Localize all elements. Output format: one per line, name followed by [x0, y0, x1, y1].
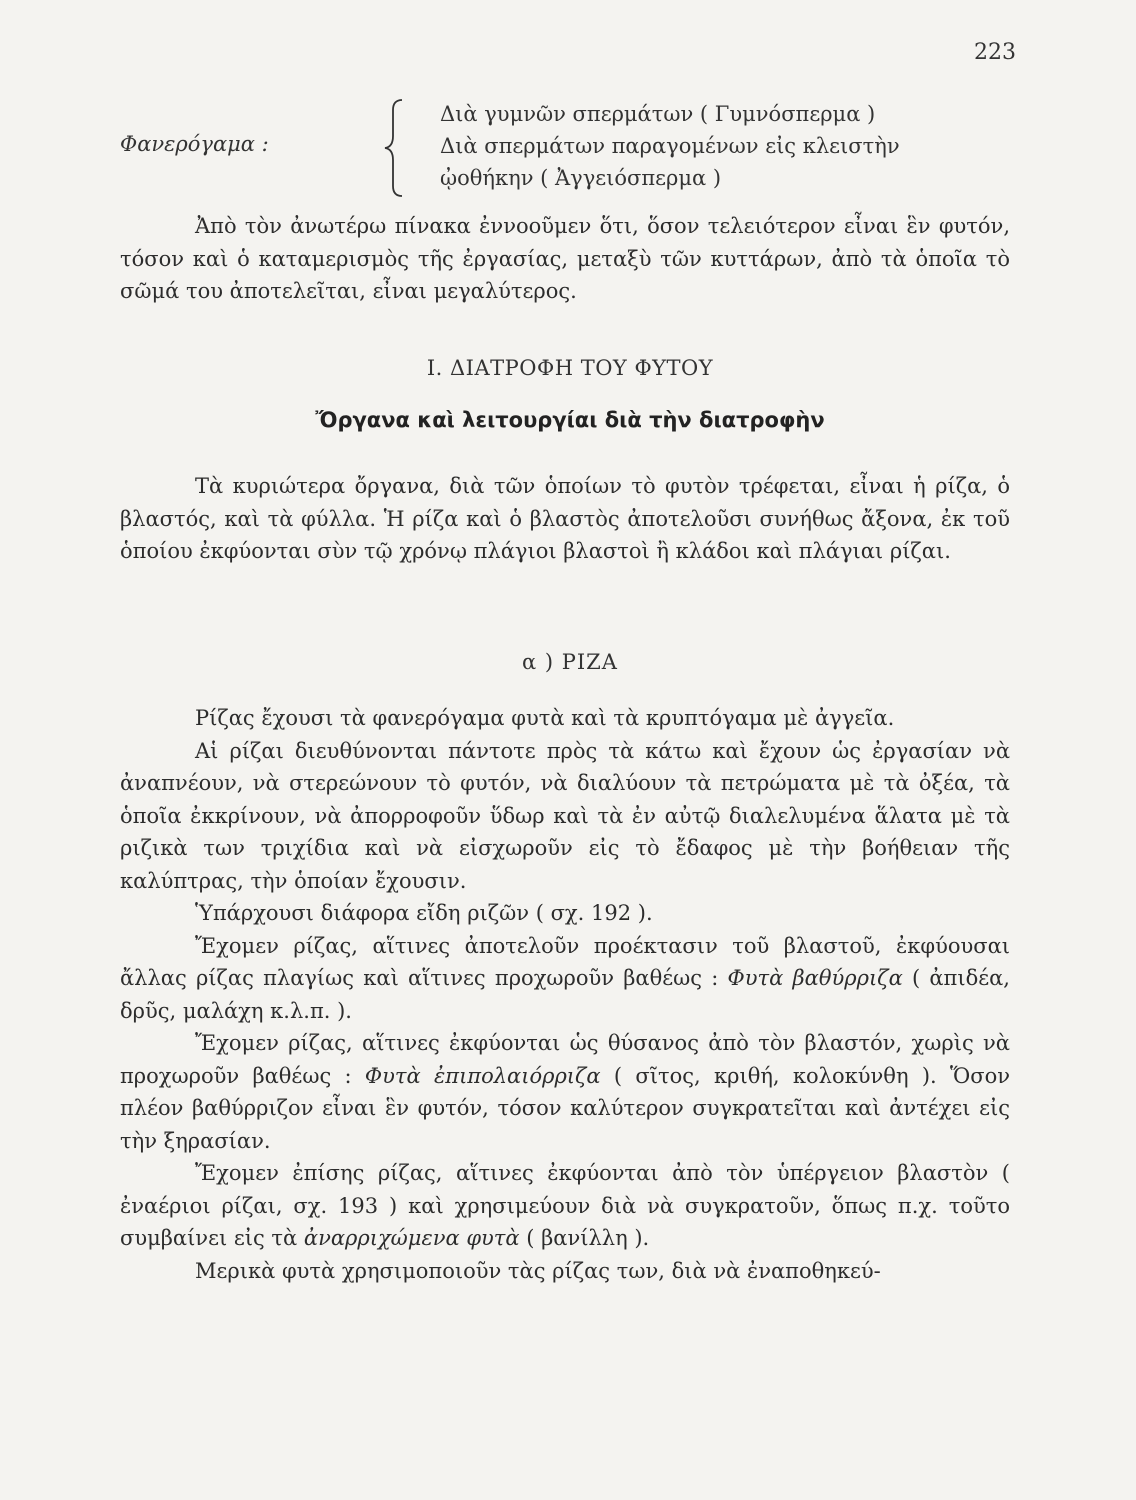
- paragraph-5-text-a: Ἔχομεν ρίζας, αἵτινες ἐκφύονται ὡς θύσανος ἀπὸ τὸν βλαστόν, χωρὶς νὰ προχωροῦν βαθέως :: [120, 1031, 1010, 1088]
- paragraph-4-text-b: ( ἀπιδέα, δρῦς, μαλάχη κ.λ.π. ).: [120, 966, 1010, 1023]
- subtitle: Ὄργανα καὶ λειτουργίαι διὰ τὴν διατροφὴν: [315, 408, 825, 432]
- classification-line-gymnosperms: Διὰ γυμνῶν σπερμάτων ( Γυμνόσπερμα ): [440, 102, 876, 126]
- page-number: 223: [974, 40, 1016, 65]
- classification-line-angiosperms: Διὰ σπερμάτων παραγομένων εἰς κλειστὴν: [440, 134, 900, 158]
- paragraph-7: Μερικὰ φυτὰ χρησιμοποιοῦν τὰς ρίζας των, διὰ νὰ ἐναποθηκεύ-: [195, 1258, 881, 1283]
- root-text: [120, 702, 1010, 1287]
- classification-table: [120, 98, 1020, 198]
- paragraph-5: [120, 1027, 1010, 1157]
- section-heading: I. ΔΙΑΤΡΟΦΗ ΤΟΥ ΦΥΤΟΥ: [426, 356, 714, 380]
- paragraph-6-text-b: ( βανίλλη ).: [519, 1226, 650, 1250]
- classification-line-angiosperms-cont: ᾠοθήκην ( Ἀγγειόσπερμα ): [440, 166, 722, 190]
- paragraph-4: [120, 930, 1010, 1028]
- paragraph-5-text-b: ( σῖτος, κριθή, κολοκύνθη ). Ὅσον πλέον βαθύρριζον εἶναι ἓν φυτόν, τόσον καλύτερον συγκρατεῖται καὶ ἀντέχει εἰς τὴν ξηρασίαν.: [120, 1063, 1010, 1153]
- classification-label: Φανερόγαμα :: [120, 132, 269, 156]
- subsection-heading: α ) ΡΙΖΑ: [522, 650, 618, 674]
- paragraph-2: Αἱ ρίζαι διευθύνονται πάντοτε πρὸς τὰ κάτω καὶ ἔχουν ὡς ἐργασίαν νὰ ἀναπνέουν, νὰ στερεώνουν τὸ φυτόν, νὰ διαλύουν τὰ πετρώματα μὲ τὰ ὀξέα, τὰ ὁποῖα ἐκκρίνουν, νὰ ἀπορροφοῦν ὕδωρ καὶ τὰ ἐν αὐτῷ διαλελυμένα ἅλατα μὲ τὰ ριζικὰ των τριχίδια καὶ νὰ εἰσχωροῦν εἰς τὸ ἔδαφος μὲ τὴν βοήθειαν τῆς καλύπτρας, τὴν ὁποίαν ἔχουσιν.: [120, 738, 1010, 893]
- classification-lines: [440, 98, 900, 194]
- paragraph-1: Ρίζας ἔχουσι τὰ φανερόγαμα φυτὰ καὶ τὰ κρυπτόγαμα μὲ ἀγγεῖα.: [195, 706, 895, 730]
- paragraph-4-term: Φυτὰ βαθύρριζα: [727, 966, 903, 990]
- paragraph-6-text-a: Ἔχομεν ἐπίσης ρίζας, αἵτινες ἐκφύονται ἀπὸ τὸν ὑπέργειον βλαστὸν ( ἐναέριοι ρίζαι, σχ. 193 ) καὶ χρησιμεύουν διὰ νὰ συγκρατοῦν, ὅπως π.χ. τοῦτο συμβαίνει εἰς τὰ: [120, 1161, 1010, 1250]
- organs-paragraph: Τὰ κυριώτερα ὄργανα, διὰ τῶν ὁποίων τὸ φυτὸν τρέφεται, εἶναι ἡ ρίζα, ὁ βλαστός, καὶ τὰ φύλλα. Ἡ ρίζα καὶ ὁ βλαστὸς ἀποτελοῦσι συνήθως ἄξονα, ἐκ τοῦ ὁποίου ἐκφύονται σὺν τῷ χρόνῳ πλάγιοι βλαστοὶ ἢ κλάδοι καὶ πλάγιαι ρίζαι.: [120, 474, 1010, 563]
- intro-paragraph: Ἀπὸ τὸν ἀνωτέρω πίνακα ἐννοοῦμεν ὅτι, ὅσον τελειότερον εἶναι ἓν φυτόν, τόσον καὶ ὁ καταμερισμὸς τῆς ἐργασίας, μεταξὺ τῶν κυττάρων, ἀπὸ τὰ ὁποῖα τὸ σῶμά του ἀποτελεῖται, εἶναι μεγαλύτερος.: [120, 214, 1010, 303]
- paragraph-6: [120, 1157, 1010, 1255]
- paragraph-6-term: ἀναρριχώμενα φυτὰ: [303, 1226, 520, 1250]
- paragraph-4-text-a: Ἔχομεν ρίζας, αἵτινες ἀποτελοῦν προέκτασιν τοῦ βλαστοῦ, ἐκφύουσαι ἄλλας ρίζας πλαγίως καὶ αἵτινες προχωροῦν βαθέως :: [120, 933, 1010, 990]
- paragraph-3: Ὑπάρχουσι διάφορα εἴδη ριζῶν ( σχ. 192 ).: [195, 901, 653, 925]
- curly-brace: [382, 98, 406, 198]
- paragraph-5-term: Φυτὰ ἐπιπολαιόρριζα: [364, 1063, 601, 1088]
